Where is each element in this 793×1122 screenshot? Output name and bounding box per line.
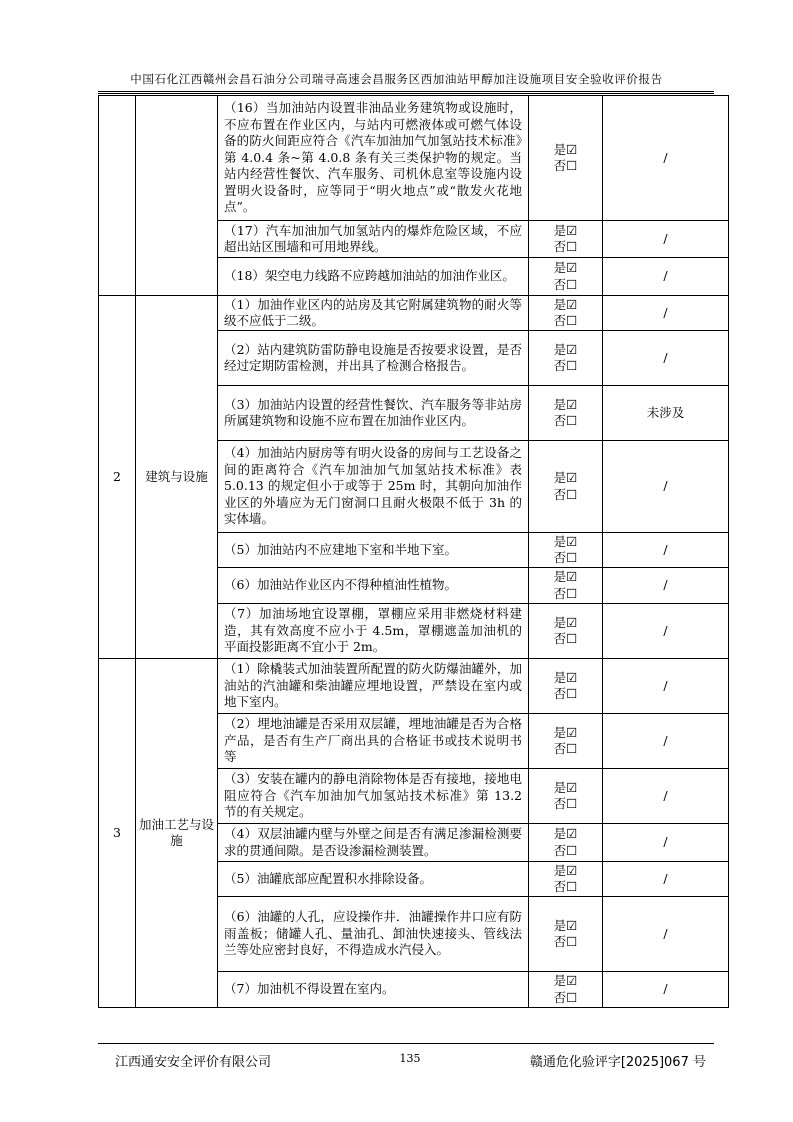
header-rule <box>98 91 714 92</box>
check-result <box>529 714 603 769</box>
group-category: 建筑与设施 <box>136 296 218 659</box>
check-result <box>529 604 603 659</box>
yes-checkbox[interactable]: 是☑ <box>553 973 578 988</box>
no-checkbox[interactable]: 否☐ <box>553 276 578 292</box>
check-result <box>529 258 603 296</box>
check-item: （1）除橇装式加油装置所配置的防火防爆油罐外，加油站的汽油罐和柴油罐应埋地设置，严禁设在室内或地下室内。 <box>218 659 529 714</box>
group-category: 加油工艺与设施 <box>136 659 218 1008</box>
table-row <box>99 296 729 331</box>
footer-doc-number: 赣通危化验评字[2025]067 号 <box>529 1055 706 1070</box>
check-result <box>529 972 603 1008</box>
remark: / <box>603 659 729 714</box>
check-result <box>529 568 603 604</box>
yes-checkbox[interactable]: 是☑ <box>553 614 578 630</box>
check-item: （7）加油场地宜设罩棚，罩棚应采用非燃烧材料建造，其有效高度不应小于 4.5m，罩棚遮盖加油机的平面投影距离不宜小于 2m。 <box>218 604 529 659</box>
remark: / <box>603 441 729 533</box>
check-result <box>529 96 603 221</box>
header-rule-double <box>98 93 714 94</box>
no-checkbox[interactable]: 否☐ <box>553 934 578 949</box>
check-item: （6）加油站作业区内不得种植油性植物。 <box>218 568 529 604</box>
remark: / <box>603 862 729 897</box>
check-result <box>529 862 603 897</box>
remark: / <box>603 897 729 972</box>
check-result <box>529 386 603 441</box>
check-result <box>529 769 603 824</box>
no-checkbox[interactable]: 否☐ <box>553 486 578 502</box>
check-result <box>529 221 603 258</box>
no-checkbox[interactable]: 否☐ <box>553 842 578 858</box>
check-result <box>529 824 603 862</box>
check-item: （17）汽车加油加气加氢站内的爆炸危险区域，不应超出站区围墙和可用地界线。 <box>218 221 529 258</box>
table-row <box>99 96 729 221</box>
check-item: （3）安装在罐内的静电消除物体是否有接地，接地电阻应符合《汽车加油加气加氢站技术标准》第 13.2 节的有关规定。 <box>218 769 529 824</box>
footer-company: 江西通安安全评价有限公司 <box>115 1055 272 1070</box>
yes-checkbox[interactable]: 是☑ <box>553 341 578 357</box>
group-number <box>99 96 136 296</box>
remark: / <box>603 96 729 221</box>
check-result <box>529 441 603 533</box>
check-result <box>529 331 603 386</box>
yes-checkbox[interactable]: 是☑ <box>553 296 578 312</box>
remark: / <box>603 568 729 604</box>
yes-checkbox[interactable]: 是☑ <box>553 222 578 238</box>
yes-checkbox[interactable]: 是☑ <box>553 569 578 584</box>
yes-checkbox[interactable]: 是☑ <box>553 141 578 157</box>
check-result <box>529 296 603 331</box>
yes-checkbox[interactable]: 是☑ <box>553 260 578 275</box>
no-checkbox[interactable]: 否☐ <box>553 989 578 1005</box>
remark: / <box>603 221 729 258</box>
yes-checkbox[interactable]: 是☑ <box>553 779 578 795</box>
remark: / <box>603 258 729 296</box>
check-item: （2）埋地油罐是否采用双层罐，埋地油罐是否为合格产品，是否有生产厂商出具的合格证书或技术说明书等 <box>218 714 529 769</box>
no-checkbox[interactable]: 否☐ <box>553 631 578 646</box>
remark: / <box>603 331 729 386</box>
no-checkbox[interactable]: 否☐ <box>553 585 578 601</box>
yes-checkbox[interactable]: 是☑ <box>553 917 578 933</box>
no-checkbox[interactable]: 否☐ <box>553 796 578 811</box>
check-result <box>529 533 603 568</box>
check-item: （18）架空电力线路不应跨越加油站的加油作业区。 <box>218 258 529 296</box>
check-item: （2）站内建筑防雷防静电设施是否按要求设置，是否经过定期防雷检测，并出具了检测合格报告。 <box>218 331 529 386</box>
check-item: （5）加油站内不应建地下室和半地下室。 <box>218 533 529 568</box>
running-header: 中国石化江西赣州会昌石油分公司瑞寻高速会昌服务区西加油站甲醇加注设施项目安全验收评价报告 <box>130 72 663 86</box>
check-item: （6）油罐的人孔，应设操作井．油罐操作井口应有防雨盖板；储罐人孔、量油孔、卸油快速接头、管线法兰等处应密封良好，不得造成水汽侵入。 <box>218 897 529 972</box>
check-item: （7）加油机不得设置在室内。 <box>218 972 529 1008</box>
remark: / <box>603 604 729 659</box>
no-checkbox[interactable]: 否☐ <box>553 879 578 894</box>
group-number: 3 <box>99 659 136 1008</box>
yes-checkbox[interactable]: 是☑ <box>553 396 578 412</box>
page-number: 135 <box>399 1052 421 1065</box>
no-checkbox[interactable]: 否☐ <box>553 413 578 428</box>
yes-checkbox[interactable]: 是☑ <box>553 669 578 685</box>
yes-checkbox[interactable]: 是☑ <box>553 862 578 878</box>
check-item: （4）双层油罐内壁与外壁之间是否有满足渗漏检测要求的贯通间隙。是否设渗漏检测装置。 <box>218 824 529 862</box>
yes-checkbox[interactable]: 是☑ <box>553 533 578 549</box>
checklist-table <box>98 95 729 1008</box>
yes-checkbox[interactable]: 是☑ <box>553 826 578 841</box>
remark: / <box>603 296 729 331</box>
check-result <box>529 897 603 972</box>
yes-checkbox[interactable]: 是☑ <box>553 470 578 485</box>
yes-checkbox[interactable]: 是☑ <box>553 724 578 740</box>
no-checkbox[interactable]: 否☐ <box>553 158 578 173</box>
check-item: （16）当加油站内设置非油品业务建筑物或设施时，不应布置在作业区内，与站内可燃液体或可燃气体设备的防火间距应符合《汽车加油加气加氢站技术标准》第 4.0.4 条~第 4.0.8 条有关三类保护物的规定。当站内经营性餐饮、汽车服务、司机休息室等设施内设置明火设备时，应等同于“明火地点”或“散发火花地点”。 <box>218 96 529 221</box>
remark: / <box>603 714 729 769</box>
no-checkbox[interactable]: 否☐ <box>553 239 578 254</box>
check-item: （4）加油站内厨房等有明火设备的房间与工艺设备之间的距离符合《汽车加油加气加氢站技术标准》表 5.0.13 的规定但小于或等于 25m 时，其朝向加油作业区的外墙应为无门窗洞口且耐火极限不低于 3h 的实体墙。 <box>218 441 529 533</box>
remark: 未涉及 <box>603 386 729 441</box>
remark: / <box>603 824 729 862</box>
group-number: 2 <box>99 296 136 659</box>
no-checkbox[interactable]: 否☐ <box>553 550 578 565</box>
check-result <box>529 659 603 714</box>
remark: / <box>603 533 729 568</box>
check-item: （1）加油作业区内的站房及其它附属建筑物的耐火等级不应低于二级。 <box>218 296 529 331</box>
footer-rule <box>98 1043 714 1044</box>
check-item: （3）加油站内设置的经营性餐饮、汽车服务等非站房所属建筑物和设施不应布置在加油作业区内。 <box>218 386 529 441</box>
no-checkbox[interactable]: 否☐ <box>553 686 578 701</box>
no-checkbox[interactable]: 否☐ <box>553 313 578 328</box>
group-category <box>136 96 218 296</box>
no-checkbox[interactable]: 否☐ <box>553 358 578 373</box>
remark: / <box>603 769 729 824</box>
no-checkbox[interactable]: 否☐ <box>553 741 578 756</box>
table-row <box>99 659 729 714</box>
check-item: （5）油罐底部应配置积水排除设备。 <box>218 862 529 897</box>
remark: / <box>603 972 729 1008</box>
